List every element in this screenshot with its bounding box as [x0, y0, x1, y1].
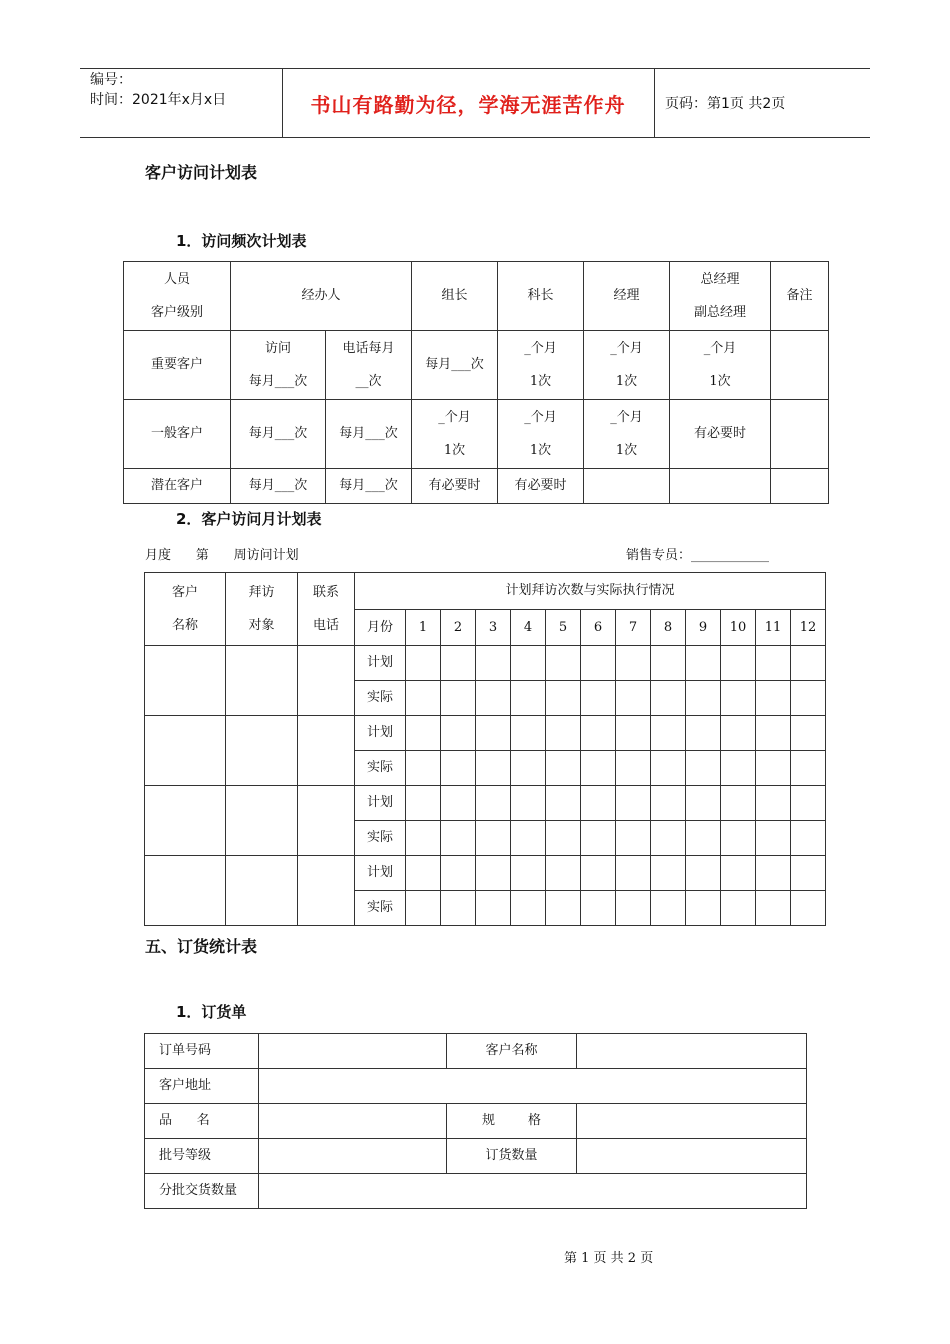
- month-value-cell[interactable]: [581, 821, 616, 856]
- lead-cell: 有必要时: [412, 469, 498, 504]
- month-value-cell[interactable]: [476, 646, 511, 681]
- contact-phone-cell[interactable]: [298, 856, 355, 926]
- lead-cell: 每月___次: [412, 331, 498, 400]
- month-value-cell[interactable]: [406, 786, 441, 821]
- number-label: 编号：: [90, 72, 132, 88]
- order-form-title: 1．订货单: [176, 1003, 247, 1021]
- level-cell: 重要客户: [124, 331, 231, 400]
- table-row: [124, 331, 829, 400]
- visit-target-cell[interactable]: [226, 646, 298, 716]
- corner-header: 人员 客户级别: [124, 262, 231, 331]
- table-row: [145, 856, 826, 891]
- level-cell: 潜在客户: [124, 469, 231, 504]
- month-value-cell[interactable]: [686, 681, 721, 716]
- table-row: [145, 646, 826, 681]
- month-value-cell[interactable]: [476, 751, 511, 786]
- month-value-cell[interactable]: [791, 821, 826, 856]
- product-name-field[interactable]: [259, 1104, 447, 1139]
- contact-phone-cell[interactable]: [298, 786, 355, 856]
- month-value-cell[interactable]: [476, 716, 511, 751]
- month-value-cell[interactable]: [476, 681, 511, 716]
- month-value-cell[interactable]: [441, 821, 476, 856]
- month-value-cell[interactable]: [511, 681, 546, 716]
- month-value-cell[interactable]: [791, 716, 826, 751]
- remark-cell: [771, 331, 829, 400]
- month-header: 2: [441, 610, 476, 646]
- phone-cell: 每月___次: [326, 469, 412, 504]
- partial-delivery-field[interactable]: [259, 1174, 807, 1209]
- month-value-cell[interactable]: [441, 681, 476, 716]
- month-value-cell[interactable]: [406, 681, 441, 716]
- month-value-cell[interactable]: [581, 681, 616, 716]
- team-lead-header: 组长: [412, 262, 498, 331]
- manager-cell: [584, 469, 670, 504]
- spec-field[interactable]: [577, 1104, 807, 1139]
- month-value-cell[interactable]: [756, 751, 791, 786]
- month-value-cell[interactable]: [406, 891, 441, 926]
- month-value-cell[interactable]: [686, 891, 721, 926]
- month-value-cell[interactable]: [476, 821, 511, 856]
- section1-title: 1．访问频次计划表: [176, 232, 307, 250]
- section2-title: 2．客户访问月计划表: [176, 510, 322, 528]
- month-value-cell[interactable]: [791, 786, 826, 821]
- visit-target-cell[interactable]: [226, 716, 298, 786]
- month-value-cell[interactable]: [546, 681, 581, 716]
- month-value-cell[interactable]: [756, 646, 791, 681]
- month-header: 4: [511, 610, 546, 646]
- plan-label: 计划: [355, 716, 406, 751]
- month-value-cell[interactable]: [511, 751, 546, 786]
- lead-cell: _个月 1次: [412, 400, 498, 469]
- customer-name-field[interactable]: [577, 1034, 807, 1069]
- chief-cell: _个月 1次: [498, 400, 584, 469]
- month-value-cell[interactable]: [756, 716, 791, 751]
- month-value-cell[interactable]: [581, 891, 616, 926]
- date-label: 时间：2021年x月x日: [90, 92, 227, 108]
- month-value-cell[interactable]: [476, 891, 511, 926]
- month-header: 5: [546, 610, 581, 646]
- month-value-cell[interactable]: [721, 856, 756, 891]
- month-value-cell[interactable]: [546, 786, 581, 821]
- section-chief-header: 科长: [498, 262, 584, 331]
- month-value-cell[interactable]: [651, 856, 686, 891]
- monthly-plan-table: [144, 572, 826, 926]
- month-value-cell[interactable]: [756, 786, 791, 821]
- gm-cell: 有必要时: [670, 400, 771, 469]
- month-value-cell[interactable]: [791, 891, 826, 926]
- gm-cell: _个月 1次: [670, 331, 771, 400]
- month-value-cell[interactable]: [721, 891, 756, 926]
- remark-cell: [771, 400, 829, 469]
- month-value-cell[interactable]: [511, 856, 546, 891]
- table-row: [145, 786, 826, 821]
- month-header: 3: [476, 610, 511, 646]
- month-value-cell[interactable]: [406, 646, 441, 681]
- month-value-cell[interactable]: [441, 891, 476, 926]
- page-footer: 第 1 页 共 2 页: [564, 1251, 654, 1266]
- plan-label: 计划: [355, 646, 406, 681]
- month-value-cell[interactable]: [721, 681, 756, 716]
- month-value-cell[interactable]: [546, 856, 581, 891]
- month-value-cell[interactable]: [406, 751, 441, 786]
- month-value-cell[interactable]: [511, 891, 546, 926]
- plan-label: 计划: [355, 786, 406, 821]
- month-value-cell[interactable]: [616, 891, 651, 926]
- month-value-cell[interactable]: [441, 856, 476, 891]
- month-value-cell[interactable]: [511, 716, 546, 751]
- actual-label: 实际: [355, 751, 406, 786]
- visit-target-cell[interactable]: [226, 786, 298, 856]
- page-header: [80, 68, 870, 138]
- month-header: 6: [581, 610, 616, 646]
- month-value-cell[interactable]: [721, 786, 756, 821]
- gm-header: 总经理 副总经理: [670, 262, 771, 331]
- week-plan-line: 月度 第 周访问计划: [145, 548, 299, 563]
- month-value-cell[interactable]: [721, 716, 756, 751]
- product-name-label: 品 名: [145, 1104, 259, 1139]
- month-value-cell[interactable]: [756, 821, 791, 856]
- month-value-cell[interactable]: [476, 786, 511, 821]
- month-value-cell[interactable]: [441, 716, 476, 751]
- month-value-cell[interactable]: [756, 681, 791, 716]
- month-header: 11: [756, 610, 791, 646]
- month-value-cell[interactable]: [686, 786, 721, 821]
- section5-title: 五、订货统计表: [145, 937, 258, 956]
- actual-label: 实际: [355, 681, 406, 716]
- visit-cell: 每月___次: [231, 400, 326, 469]
- month-value-cell[interactable]: [651, 821, 686, 856]
- month-value-cell[interactable]: [616, 821, 651, 856]
- month-header: 7: [616, 610, 651, 646]
- customer-address-label: 客户地址: [145, 1069, 259, 1104]
- month-value-cell[interactable]: [441, 751, 476, 786]
- spec-label: 规 格: [447, 1104, 577, 1139]
- month-value-cell[interactable]: [651, 891, 686, 926]
- visit-cell: 每月___次: [231, 469, 326, 504]
- month-value-cell[interactable]: [616, 856, 651, 891]
- plan-body: [145, 646, 826, 926]
- month-value-cell[interactable]: [476, 856, 511, 891]
- month-value-cell[interactable]: [686, 716, 721, 751]
- month-value-cell[interactable]: [581, 856, 616, 891]
- agent-header: 经办人: [231, 262, 412, 331]
- month-value-cell[interactable]: [686, 821, 721, 856]
- contact-phone-cell[interactable]: [298, 716, 355, 786]
- table-row: [124, 400, 829, 469]
- actual-label: 实际: [355, 891, 406, 926]
- visit-target-cell[interactable]: [226, 856, 298, 926]
- month-value-cell[interactable]: [581, 786, 616, 821]
- plan-label: 计划: [355, 856, 406, 891]
- month-header: 9: [686, 610, 721, 646]
- order-no-label: 订单号码: [145, 1034, 259, 1069]
- doc-title: 客户访问计划表: [145, 163, 258, 182]
- month-value-cell[interactable]: [616, 786, 651, 821]
- customer-address-field[interactable]: [259, 1069, 807, 1104]
- partial-delivery-label: 分批交货数量: [145, 1174, 259, 1209]
- month-value-cell[interactable]: [406, 821, 441, 856]
- month-value-cell[interactable]: [616, 681, 651, 716]
- chief-cell: _个月 1次: [498, 331, 584, 400]
- month-value-cell[interactable]: [791, 751, 826, 786]
- month-value-cell[interactable]: [616, 751, 651, 786]
- phone-cell: 电话每月 __次: [326, 331, 412, 400]
- gm-cell: [670, 469, 771, 504]
- header-page-cell: [655, 69, 870, 137]
- month-label: 月份: [355, 610, 406, 646]
- customer-name-cell[interactable]: [145, 646, 226, 716]
- customer-name-cell[interactable]: [145, 786, 226, 856]
- level-cell: 一般客户: [124, 400, 231, 469]
- month-value-cell[interactable]: [791, 856, 826, 891]
- month-value-cell[interactable]: [546, 891, 581, 926]
- visit-target-header: 拜访 对象: [226, 573, 298, 646]
- month-value-cell[interactable]: [651, 716, 686, 751]
- month-value-cell[interactable]: [721, 646, 756, 681]
- visit-frequency-table: [123, 261, 829, 504]
- month-value-cell[interactable]: [651, 681, 686, 716]
- customer-name-label: 客户名称: [447, 1034, 577, 1069]
- order-qty-label: 订货数量: [447, 1139, 577, 1174]
- month-value-cell[interactable]: [756, 891, 791, 926]
- actual-label: 实际: [355, 821, 406, 856]
- contact-phone-header: 联系 电话: [298, 573, 355, 646]
- month-value-cell[interactable]: [406, 856, 441, 891]
- month-value-cell[interactable]: [546, 716, 581, 751]
- table-row: [124, 469, 829, 504]
- month-value-cell[interactable]: [651, 751, 686, 786]
- manager-cell: _个月 1次: [584, 400, 670, 469]
- month-value-cell[interactable]: [511, 646, 546, 681]
- chief-cell: 有必要时: [498, 469, 584, 504]
- month-header: 10: [721, 610, 756, 646]
- month-value-cell[interactable]: [616, 716, 651, 751]
- month-value-cell[interactable]: [651, 646, 686, 681]
- table-row: [145, 716, 826, 751]
- month-value-cell[interactable]: [511, 786, 546, 821]
- month-value-cell[interactable]: [616, 646, 651, 681]
- month-value-cell[interactable]: [791, 646, 826, 681]
- manager-header: 经理: [584, 262, 670, 331]
- contact-phone-cell[interactable]: [298, 646, 355, 716]
- month-value-cell[interactable]: [721, 751, 756, 786]
- order-qty-field[interactable]: [577, 1139, 807, 1174]
- month-value-cell[interactable]: [546, 821, 581, 856]
- batch-grade-label: 批号等级: [145, 1139, 259, 1174]
- month-value-cell[interactable]: [581, 751, 616, 786]
- month-header: 8: [651, 610, 686, 646]
- order-form-table: [144, 1033, 807, 1209]
- month-value-cell[interactable]: [511, 821, 546, 856]
- batch-grade-field[interactable]: [259, 1139, 447, 1174]
- month-value-cell[interactable]: [651, 786, 686, 821]
- month-value-cell[interactable]: [686, 646, 721, 681]
- month-value-cell[interactable]: [686, 751, 721, 786]
- month-value-cell[interactable]: [546, 646, 581, 681]
- month-value-cell[interactable]: [791, 681, 826, 716]
- month-value-cell[interactable]: [581, 646, 616, 681]
- phone-cell: 每月___次: [326, 400, 412, 469]
- month-value-cell[interactable]: [581, 716, 616, 751]
- month-value-cell[interactable]: [721, 821, 756, 856]
- remark-header: 备注: [771, 262, 829, 331]
- remark-cell: [771, 469, 829, 504]
- plan-vs-actual-header: 计划拜访次数与实际执行情况: [355, 573, 826, 610]
- customer-name-header: 客户 名称: [145, 573, 226, 646]
- order-no-field[interactable]: [259, 1034, 447, 1069]
- visit-cell: 访问 每月___次: [231, 331, 326, 400]
- month-value-cell[interactable]: [756, 856, 791, 891]
- month-value-cell[interactable]: [686, 856, 721, 891]
- header-motto-cell: [282, 69, 655, 137]
- month-value-cell[interactable]: [406, 716, 441, 751]
- motto: 书山有路勤为径，学海无涯苦作舟: [310, 92, 626, 117]
- header-meta: [80, 69, 283, 137]
- page-label: 页码：第1页 共2页: [665, 96, 786, 112]
- manager-cell: _个月 1次: [584, 331, 670, 400]
- customer-name-cell[interactable]: [145, 716, 226, 786]
- month-header: 1: [406, 610, 441, 646]
- month-value-cell[interactable]: [441, 786, 476, 821]
- customer-name-cell[interactable]: [145, 856, 226, 926]
- month-header: 12: [791, 610, 826, 646]
- sales-rep-label: 销售专员：____________: [626, 548, 770, 563]
- month-value-cell[interactable]: [441, 646, 476, 681]
- month-value-cell[interactable]: [546, 751, 581, 786]
